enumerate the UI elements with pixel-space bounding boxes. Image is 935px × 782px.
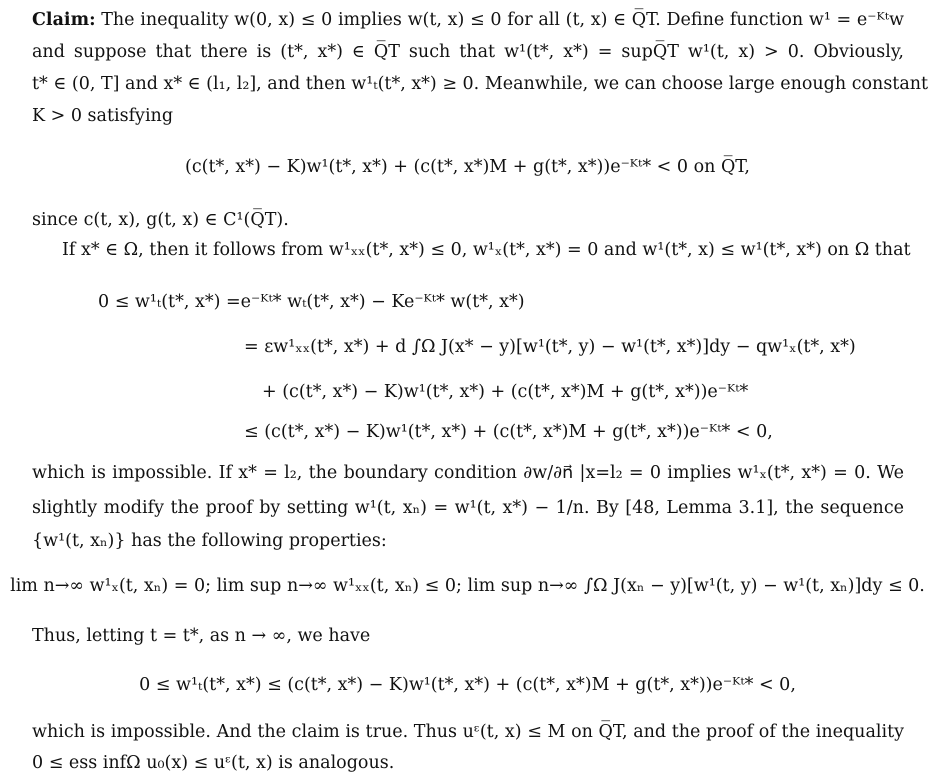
- claim-line-3: t* ∈ (0, T] and x* ∈ (l₁, l₂], and then w¹ₜ(t*, x*) ≥ 0. Meanwhile, we can choose large enough constant: [32, 74, 929, 94]
- display-inequality-1: (c(t*, x*) − K)w¹(t*, x*) + (c(t*, x*)M + g(t*, x*))e⁻ᴷᵗ* < 0 on Q̅T,: [185, 157, 750, 177]
- claim-label: Claim:: [32, 10, 96, 30]
- letting-line: Thus, letting t = t*, as n → ∞, we have: [32, 626, 371, 646]
- claim-line-1-text: The inequality w(0, x) ≤ 0 implies w(t, x) ≤ 0 for all (t, x) ∈ Q̅T. Define function w¹ = e⁻ᴷᵗw: [95, 10, 904, 30]
- boundary-line-1: which is impossible. If x* = l₂, the boundary condition ∂w/∂n⃗ |x=l₂ = 0 implies w¹ₓ(t*, x*) = 0. We: [32, 463, 904, 483]
- claim-line-4: K > 0 satisfying: [32, 106, 174, 126]
- claim-line-2: and suppose that there is (t*, x*) ∈ Q̅T such that w¹(t*, x*) = supQ̅T w¹(t, x) > 0. Obviously,: [32, 42, 904, 62]
- display-inequality-2: 0 ≤ w¹ₜ(t*, x*) ≤ (c(t*, x*) − K)w¹(t*, x*) + (c(t*, x*)M + g(t*, x*))e⁻ᴷᵗ* < 0,: [139, 675, 796, 695]
- align-eq-row-1: 0 ≤ w¹ₜ(t*, x*) =e⁻ᴷᵗ* wₜ(t*, x*) − Ke⁻ᴷᵗ* w(t*, x*): [98, 292, 525, 312]
- conclusion-line-2: 0 ≤ ess infΩ u₀(x) ≤ uᵋ(t, x) is analogous.: [32, 753, 395, 773]
- boundary-line-3: {w¹(t, xₙ)} has the following properties:: [32, 531, 387, 551]
- display-limits: lim n→∞ w¹ₓ(t, xₙ) = 0; lim sup n→∞ w¹ₓₓ(t, xₙ) ≤ 0; lim sup n→∞ ∫Ω J(xₙ − y)[w¹(t, y) − w¹(t, xₙ)]dy ≤ 0.: [10, 576, 925, 596]
- boundary-line-2: slightly modify the proof by setting w¹(t, xₙ) = w¹(t, x*) − 1/n. By [48, Lemma 3.1], the sequence: [32, 498, 904, 518]
- case-interior-line: If x* ∈ Ω, then it follows from w¹ₓₓ(t*, x*) ≤ 0, w¹ₓ(t*, x*) = 0 and w¹(t*, x) ≤ w¹(t*, x*) on Ω that: [62, 240, 911, 260]
- claim-line-1: [32, 8, 904, 32]
- align-eq-row-2: = εw¹ₓₓ(t*, x*) + d ∫Ω J(x* − y)[w¹(t*, y) − w¹(t*, x*)]dy − qw¹ₓ(t*, x*): [244, 337, 856, 357]
- conclusion-line-1: which is impossible. And the claim is true. Thus uᵋ(t, x) ≤ M on Q̅T, and the proof of the inequality: [32, 722, 904, 742]
- align-eq-row-3: + (c(t*, x*) − K)w¹(t*, x*) + (c(t*, x*)M + g(t*, x*))e⁻ᴷᵗ*: [262, 382, 749, 402]
- align-eq-row-4: ≤ (c(t*, x*) − K)w¹(t*, x*) + (c(t*, x*)M + g(t*, x*))e⁻ᴷᵗ* < 0,: [244, 422, 773, 442]
- regularity-line: since c(t, x), g(t, x) ∈ C¹(Q̅T).: [32, 210, 289, 230]
